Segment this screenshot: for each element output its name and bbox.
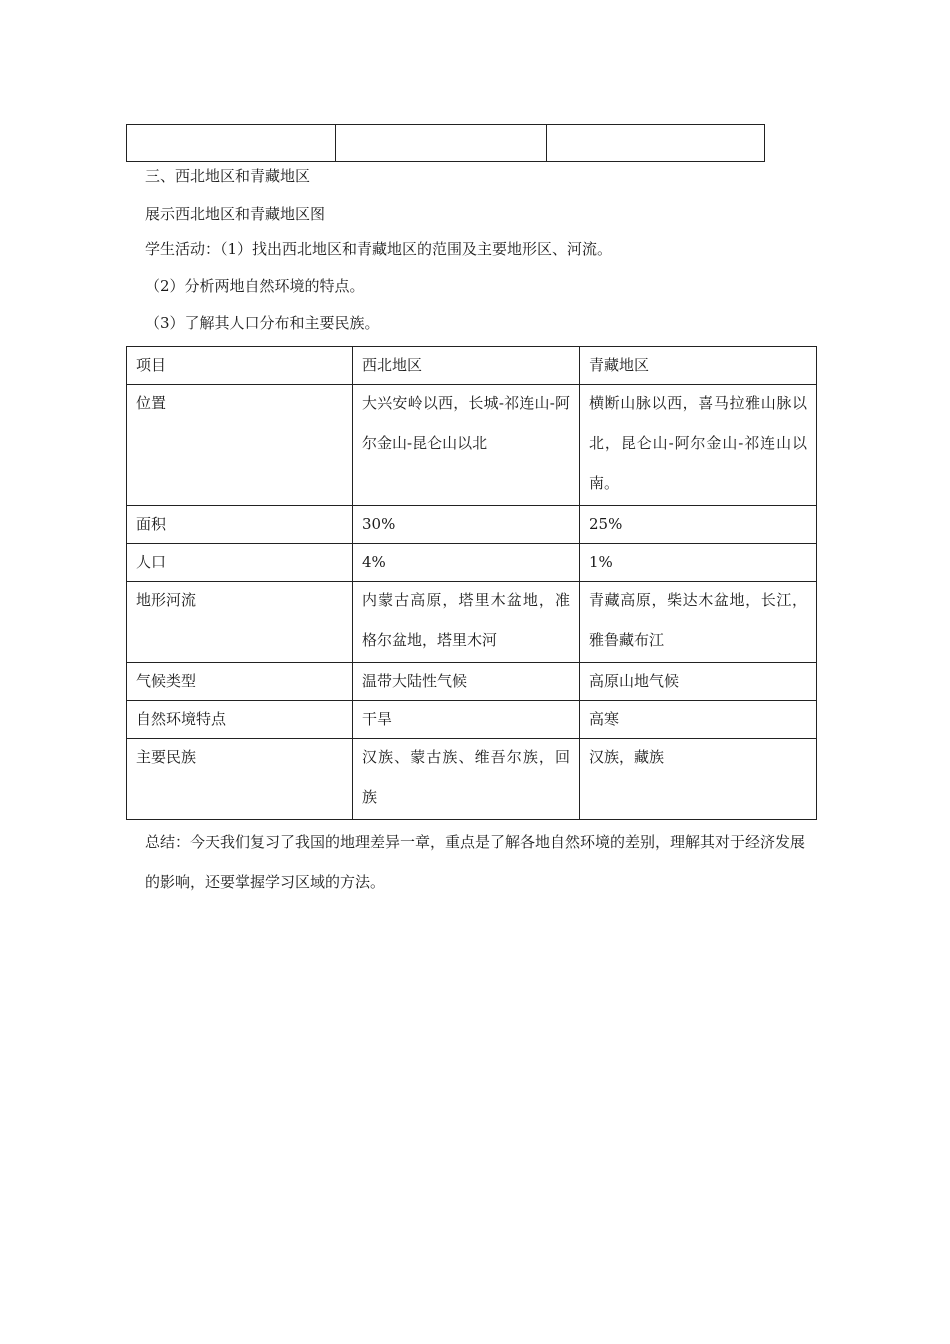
row-northwest-cell: 汉族、蒙古族、维吾尔族，回族: [353, 739, 580, 820]
header-cell-northwest: 西北地区: [353, 347, 580, 385]
row-qingzang-cell: 高寒: [580, 701, 817, 739]
row-qingzang-cell: 青藏高原，柴达木盆地，长江，雅鲁藏布江: [580, 582, 817, 663]
summary-paragraph: 总结：今天我们复习了我国的地理差异一章，重点是了解各地自然环境的差别，理解其对于经济发展的影响，还要掌握学习区域的方法。: [145, 833, 806, 891]
row-northwest-cell: 干旱: [353, 701, 580, 739]
row-qingzang-cell: 横断山脉以西，喜马拉雅山脉以北，昆仑山-阿尔金山-祁连山以南。: [580, 385, 817, 506]
row-item-cell: 自然环境特点: [127, 701, 353, 739]
header-cell-qingzang: 青藏地区: [580, 347, 817, 385]
section-heading: 三、西北地区和青藏地区: [145, 167, 311, 185]
row-item-cell: 地形河流: [127, 582, 353, 663]
table-row: [127, 663, 817, 701]
table-row: [127, 385, 817, 506]
row-item-cell: 气候类型: [127, 663, 353, 701]
show-map-text: 展示西北地区和青藏地区图: [145, 205, 326, 223]
row-item-cell: 人口: [127, 544, 353, 582]
row-item-cell: 位置: [127, 385, 353, 506]
row-northwest-cell: 4%: [353, 544, 580, 582]
header-cell-item: 项目: [127, 347, 353, 385]
row-qingzang-cell: 高原山地气候: [580, 663, 817, 701]
row-item-cell: 主要民族: [127, 739, 353, 820]
previous-table-tail: [126, 124, 765, 162]
table-header-row: [127, 347, 817, 385]
row-northwest-cell: 大兴安岭以西，长城-祁连山-阿尔金山-昆仑山以北: [353, 385, 580, 506]
activity-3-text: （3）了解其人口分布和主要民族。: [145, 314, 380, 332]
row-qingzang-cell: 1%: [580, 544, 817, 582]
table-row: [127, 701, 817, 739]
empty-cell: [127, 125, 336, 162]
row-northwest-cell: 内蒙古高原，塔里木盆地，准格尔盆地，塔里木河: [353, 582, 580, 663]
row-northwest-cell: 30%: [353, 506, 580, 544]
table-row: [127, 506, 817, 544]
row-northwest-cell: 温带大陆性气候: [353, 663, 580, 701]
activity-1-text: 学生活动：（1）找出西北地区和青藏地区的范围及主要地形区、河流。: [145, 240, 613, 258]
table-row: [127, 544, 817, 582]
row-qingzang-cell: 25%: [580, 506, 817, 544]
table-row: [127, 582, 817, 663]
empty-cell: [547, 125, 765, 162]
comparison-table: [126, 346, 817, 820]
empty-cell: [336, 125, 547, 162]
row-item-cell: 面积: [127, 506, 353, 544]
row-qingzang-cell: 汉族，藏族: [580, 739, 817, 820]
activity-2-text: （2）分析两地自然环境的特点。: [145, 277, 365, 295]
table-row: [127, 739, 817, 820]
